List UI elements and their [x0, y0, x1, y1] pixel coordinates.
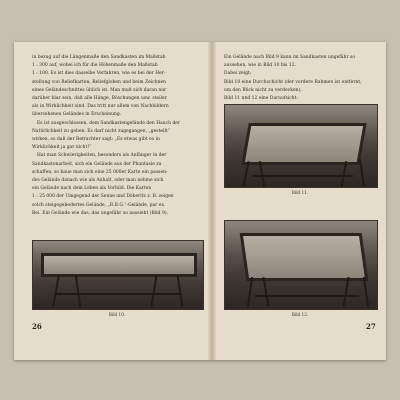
text-line: Sandkastenarbeit, sich ein Gelände aus der Phantasie zu — [32, 161, 162, 167]
text-line: Wirklichkeit ja gar nicht!“ — [32, 145, 92, 151]
text-line: Natürlichkeit zu geben. Es darf nicht zugegangen, „gestellt“ — [32, 128, 171, 134]
text-line: stellung von Reliefkarten, Reliefgloben und beim Zeichnen — [32, 79, 167, 85]
photo-caption-bild-12: Bild 12. — [291, 312, 309, 317]
text-line: solch steigegeliedertes Gelände, „R.B.G.“-Gelände, par ex. — [32, 202, 166, 208]
text-line: um den Blick nicht zu verdecken), — [224, 87, 302, 93]
photo-bild-10 — [32, 240, 204, 310]
text-line: Es ist ausgeschlossen, dem Sandkastengelände den Hauch der — [37, 120, 181, 126]
text-line: in bezug auf die Längenmaße den Sandkasten im Maßstab — [32, 55, 166, 60]
photo-caption-bild-11: Bild 11. — [291, 190, 309, 195]
text-line: ein Gelände nach dem Leben als Vorbild. Die Karten — [32, 186, 152, 192]
page-number-right: 27 — [366, 322, 376, 331]
photo-bild-12 — [224, 220, 378, 310]
photo-bild-11 — [224, 104, 378, 188]
book-spread — [14, 42, 386, 360]
text-line: Bild 10 eine Durchschicht (der vordere Rahmen ist entfernt, — [224, 79, 362, 85]
text-line: 1 : 100. Es ist dies dasselbe Verfahren, wie es bei der Her- — [32, 71, 166, 77]
text-line: 1 : 25 000 der Umgegend der Senne und Döberitz z. B. zeigen — [32, 194, 174, 200]
text-line: des Gelände danach wie als Anhalt, oder man nehme sich — [32, 178, 164, 184]
page-number-left: 26 — [32, 322, 42, 331]
text-line: Dabei zeigt: — [224, 71, 252, 77]
text-line: schaffen, so baue man sich eine 25 000er Karte ein passen- — [32, 169, 168, 175]
right-page — [214, 42, 386, 360]
left-page — [14, 42, 210, 360]
text-line: Bild 11 und 12 eine Daraufsicht. — [224, 96, 298, 102]
photo-caption-bild-10: Bild 10. — [108, 312, 126, 317]
text-line: als in Wirklichkeit sind. Das tritt nur allem von Nachbildern — [32, 104, 169, 110]
text-line: aussehen, wie in Bild 10 bis 12. — [224, 63, 297, 69]
text-line: darüber klar sein, daß alle Hänge, Böschungen usw. steiler — [32, 96, 167, 102]
text-line: Bei. Ein Gelände wie das, das ungefähr so aussieht (Bild 9). — [32, 210, 169, 216]
text-line: eines Geländeschnittes üblich ist. Man muß sich daran nur — [32, 87, 167, 93]
text-line: Hat man Schwierigkeiten, besonders als Anfänger in der — [37, 153, 167, 159]
text-line: wirken, so daß der Betrachter sagt: „Es etwas gibt es in — [32, 137, 160, 143]
text-line: übersehenen Geländes in Erscheinung. — [32, 112, 122, 118]
text-line: Ein Gelände nach Bild 9 kann im Sandkasten ungefähr so — [224, 55, 356, 60]
right-page-text — [224, 54, 362, 103]
text-line: 1 : 300 auf, wobei ich für die Höhenmaße den Maßstab — [32, 63, 158, 69]
left-page-text — [32, 54, 180, 218]
